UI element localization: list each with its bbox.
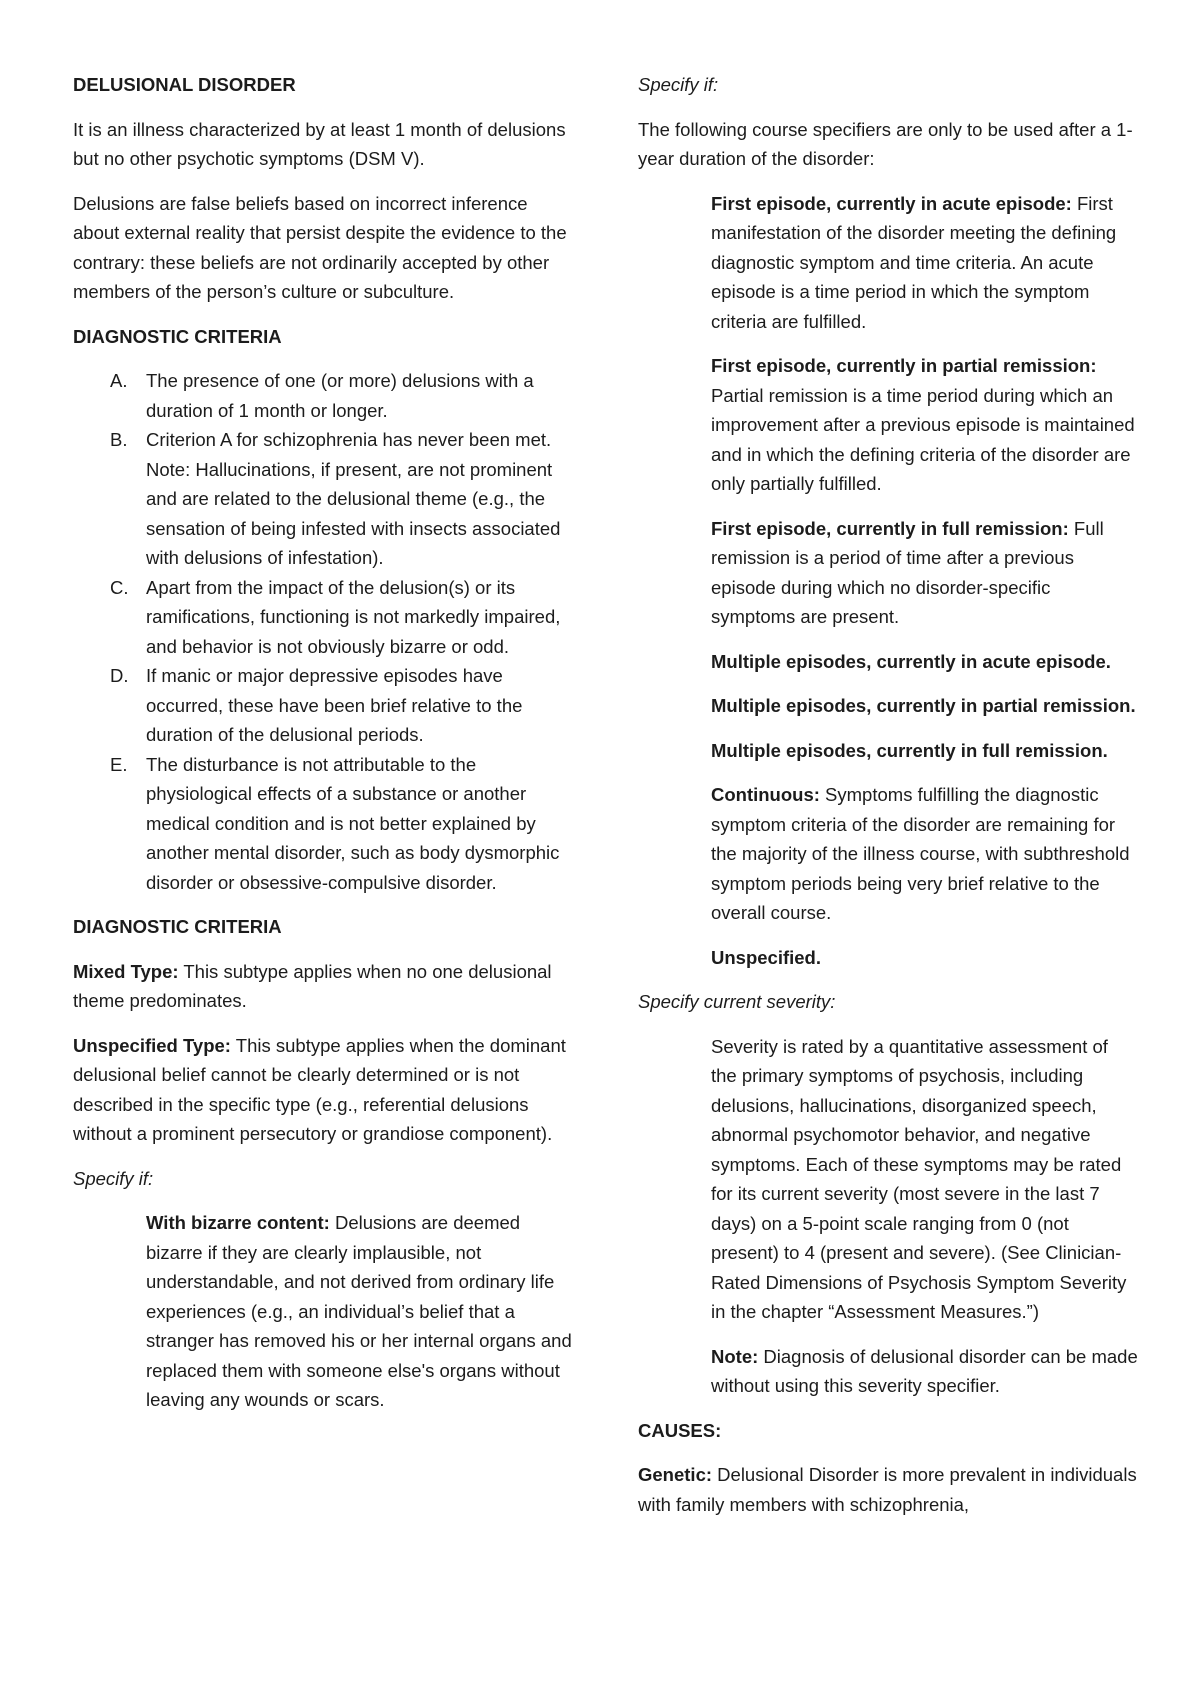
criterion-marker: A. <box>110 370 128 391</box>
specifier-label: Multiple episodes, currently in acute episode. <box>711 650 1111 672</box>
unspecified-type-label: Unspecified Type: <box>73 1034 231 1056</box>
specifier-label: Continuous: <box>711 784 820 805</box>
severity-block <box>711 1032 1138 1401</box>
criterion-text: The disturbance is not attributable to the physiological effects of a substance or another medical condition and is not better explained by another mental disorder, such as body dysmorphic disorder or obsessive-compulsive disorder. <box>146 753 560 893</box>
criterion-marker: E. <box>110 753 128 775</box>
specifier-text: Symptoms fulfilling the diagnostic symptom criteria of the disorder are remaining for the majority of the illness course, with subthreshold symptom periods being very brief relative to the overall course. <box>711 784 1130 923</box>
specifier-label: First episode, currently in partial remission: <box>711 355 1097 376</box>
specifier-label: Multiple episodes, currently in partial remission. <box>711 695 1136 716</box>
specifier-text: First manifestation of the disorder meeting the defining diagnostic symptom and time criteria. An acute episode is a time period in which the symptom criteria are fulfilled. <box>711 192 1117 332</box>
specifier-multi-acute <box>711 647 1138 677</box>
note-label: Note: <box>711 1345 759 1367</box>
severity-text: Severity is rated by a quantitative assessment of the primary symptoms of psychosis, including delusions, hallucinations, disorganized speech, abnormal psychomotor behavior, and negative symptoms. Each of these symptoms may be rated for its current severity (most severe in the last 7 days) on a 5-point scale ranging from 0 (not present) to 4 (present and severe). (See Clinician-Rated Dimensions of Psychosis Symptom Severity in the chapter “Assessment Measures.”) <box>711 1035 1127 1322</box>
criterion-item <box>73 750 573 898</box>
criteria-heading-2: DIAGNOSTIC CRITERIA <box>73 916 282 937</box>
criterion-text: The presence of one (or more) delusions with a duration of 1 month or longer. <box>146 370 534 421</box>
criterion-item <box>73 425 573 573</box>
criterion-text: Criterion A for schizophrenia has never been met. <box>146 429 552 450</box>
severity-heading: Specify current severity: <box>638 991 836 1012</box>
criterion-item <box>73 366 573 425</box>
specifier-partial <box>711 351 1138 499</box>
genetic-label: Genetic: <box>638 1464 713 1485</box>
unspecified-type-paragraph <box>73 1031 573 1149</box>
unspecified-type-text: This subtype applies when the dominant delusional belief cannot be clearly determined or is not described in the specific type (e.g., referential delusions without a prominent persecutory or grandiose component). <box>73 1034 566 1144</box>
bizarre-content-paragraph <box>146 1208 573 1415</box>
criteria-heading: DIAGNOSTIC CRITERIA <box>73 325 282 347</box>
criterion-marker: C. <box>110 576 129 598</box>
criterion-marker: D. <box>110 665 129 686</box>
course-specifiers <box>711 189 1138 973</box>
specify-if-label: Specify if: <box>73 1167 154 1189</box>
mixed-type-label: Mixed Type: <box>73 960 179 982</box>
genetic-text: Delusional Disorder is more prevalent in individuals with family members with schizophrenia, <box>638 1464 1137 1515</box>
specifier-multi-full <box>711 736 1138 766</box>
course-intro: The following course specifiers are only to be used after a 1-year duration of the disorder: <box>638 118 1133 169</box>
specifier-full <box>711 514 1138 632</box>
mixed-type-paragraph <box>73 957 573 1016</box>
criterion-item <box>73 661 573 750</box>
severity-note <box>711 1342 1138 1401</box>
specifier-multi-partial <box>711 691 1138 721</box>
note-text: Diagnosis of delusional disorder can be made without using this severity specifier. <box>711 1345 1138 1396</box>
genetic-paragraph <box>638 1460 1138 1519</box>
bizarre-content-label: With bizarre content: <box>146 1212 330 1233</box>
specifier-acute <box>711 189 1138 337</box>
delusions-definition: Delusions are false beliefs based on incorrect inference about external reality that persist despite the evidence to the contrary: these beliefs are not ordinarily accepted by other members of the person’s culture or subculture. <box>73 192 567 302</box>
specifier-text: Full remission is a period of time after a previous episode during which no disorder-specific symptoms are present. <box>711 517 1104 627</box>
criterion-item <box>73 573 573 662</box>
specifier-label: Multiple episodes, currently in full remission. <box>711 739 1108 761</box>
document-title: DELUSIONAL DISORDER <box>73 74 296 95</box>
criteria-list <box>73 366 573 897</box>
criterion-note: Note: Hallucinations, if present, are not prominent and are related to the delusional theme (e.g., the sensation of being infested with insects associated with delusions of infestation). <box>146 458 561 568</box>
intro-paragraph: It is an illness characterized by at least 1 month of delusions but no other psychotic symptoms (DSM V). <box>73 118 566 169</box>
specifier-unspecified <box>711 943 1138 973</box>
mixed-type-text: This subtype applies when no one delusional theme predominates. <box>73 960 552 1011</box>
specifier-text: Partial remission is a time period during which an improvement after a previous episode is maintained and in which the defining criteria of the disorder are only partially fulfilled. <box>711 384 1135 494</box>
criterion-text: If manic or major depressive episodes have occurred, these have been brief relative to the duration of the delusional periods. <box>146 665 523 745</box>
specifier-label: First episode, currently in acute episode: <box>711 192 1072 214</box>
right-column <box>638 70 1138 1534</box>
criterion-marker: B. <box>110 429 128 450</box>
specify-if-label: Specify if: <box>638 74 719 95</box>
specifier-label: Unspecified. <box>711 946 821 968</box>
specifier-continuous <box>711 780 1138 928</box>
bizarre-content-text: Delusions are deemed bizarre if they are clearly implausible, not understandable, and not derived from ordinary life experiences (e.g., an individual’s belief that a stranger has removed his or her internal organs and replaced them with someone else's organs without leaving any wounds or scars. <box>146 1212 572 1410</box>
left-column <box>73 70 573 1430</box>
causes-heading: CAUSES: <box>638 1419 722 1441</box>
criterion-text: Apart from the impact of the delusion(s) or its ramifications, functioning is not markedly impaired, and behavior is not obviously bizarre or odd. <box>146 576 561 657</box>
specifier-label: First episode, currently in full remission: <box>711 517 1069 539</box>
